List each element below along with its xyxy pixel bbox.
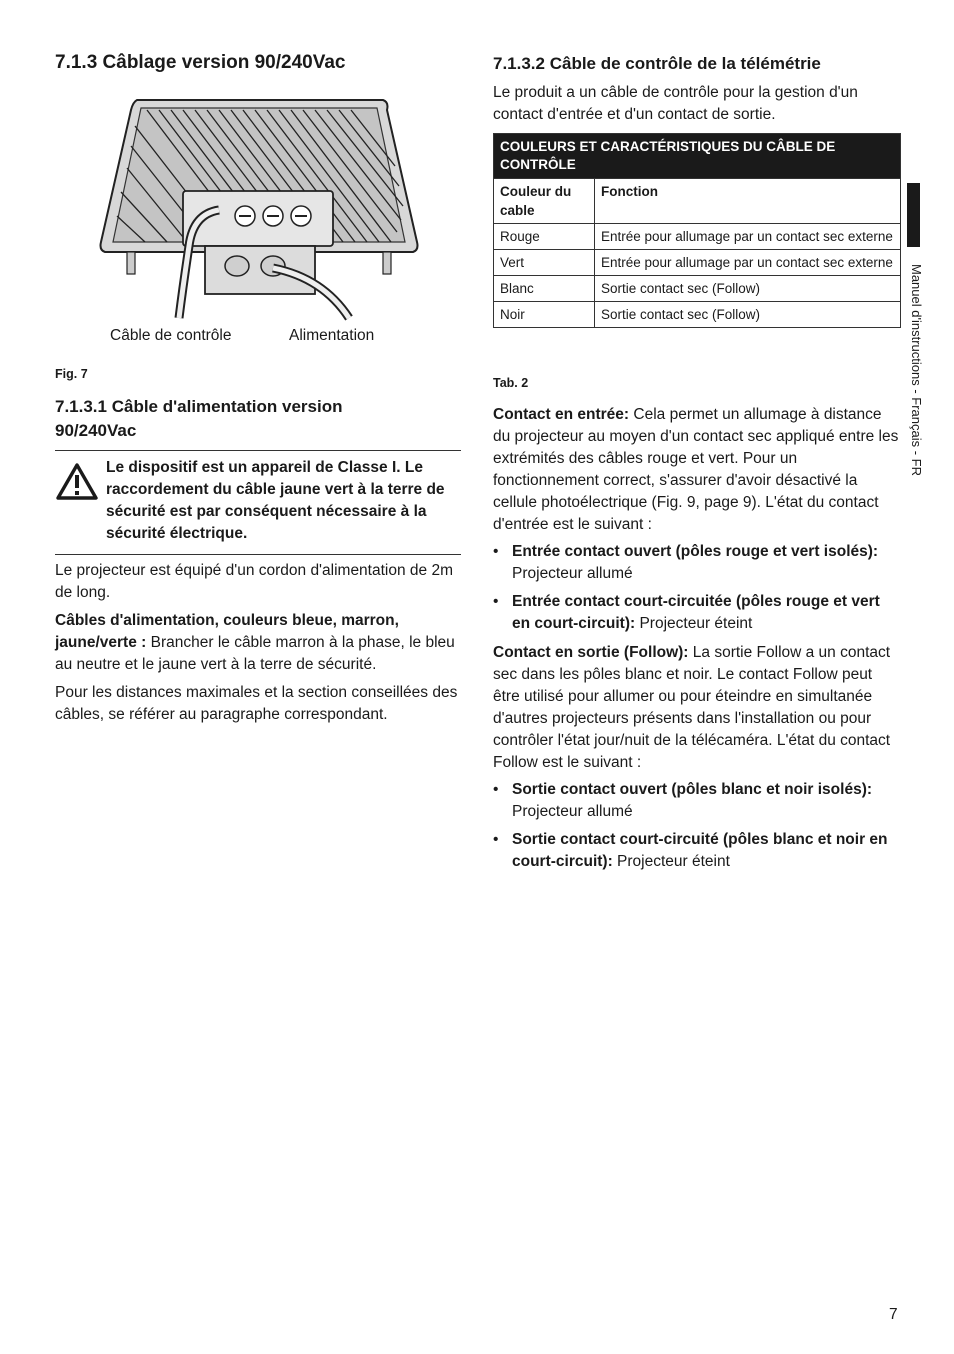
projector-wiring-illustration [97, 96, 421, 322]
input-contact-rest: Cela permet un allumage à distance du projecteur au moyen d'un contact sec appliqué entre les extrémités des câbles rouge et vert. Pour un fonctionnement correct, s'assurer d'avoir désactivé la cellule photoélectrique (Fig. 9, page 9). L'état du contact d'entrée est le suivant : [493, 406, 899, 533]
power-cord-paragraph: Le projecteur est équipé d'un cordon d'alimentation de 2m de long. [55, 562, 453, 601]
table-cell-color: Noir [494, 302, 595, 328]
table-cell-color: Rouge [494, 224, 595, 250]
figure-caption: Fig. 7 [55, 367, 88, 381]
list-item-rest: Projecteur éteint [635, 615, 753, 632]
power-cables-bold: Câbles d'alimentation, couleurs bleue, marron, jaune/verte : [55, 612, 399, 651]
list-item [493, 779, 901, 823]
list-item-bold: Sortie contact court-circuité (pôles blanc et noir en court-circuit): [512, 831, 888, 870]
table-caption: Tab. 2 [493, 376, 529, 390]
page-number: 7 [889, 1306, 898, 1323]
list-item [493, 541, 901, 585]
power-cables-paragraph [55, 610, 461, 676]
table-cell-function: Entrée pour allumage par un contact sec externe [595, 224, 901, 250]
output-contact-paragraph [493, 642, 901, 774]
cable-section-paragraph: Pour les distances maximales et la section conseillées des câbles, se référer au paragraphe correspondant. [55, 684, 458, 723]
table-cell-color: Blanc [494, 276, 595, 302]
table-row [494, 276, 901, 302]
telemetry-section-title: 7.1.3.2 Câble de contrôle de la télémétrie [493, 54, 821, 73]
table-cell-color: Vert [494, 250, 595, 276]
control-cable-table [493, 133, 901, 328]
list-item [493, 591, 901, 635]
table-header-color: Couleur du cable [494, 179, 595, 224]
subsection-title [55, 395, 461, 443]
subsection-title-line2: 90/240Vac [55, 421, 137, 440]
input-contact-list [493, 541, 901, 641]
warning-text: Le dispositif est un appareil de Classe I. Le raccordement du câble jaune vert à la terre de sécurité est par conséquent nécessaire à la sécurité électrique. [106, 459, 445, 542]
table-row [494, 224, 901, 250]
list-item-rest: Projecteur allumé [512, 565, 633, 582]
figure-label-power: Alimentation [289, 327, 375, 344]
side-tab-marker [907, 183, 920, 247]
power-cables-rest: Brancher le câble marron à la phase, le bleu au neutre et le jaune vert à la terre de sécurité. [55, 634, 455, 673]
list-item [493, 829, 901, 873]
subsection-title-line1: 7.1.3.1 Câble d'alimentation version [55, 397, 343, 416]
table-cell-function: Entrée pour allumage par un contact sec externe [595, 250, 901, 276]
warning-box [55, 450, 461, 555]
list-item-bold: Entrée contact ouvert (pôles rouge et vert isolés): [512, 543, 879, 560]
input-contact-bold: Contact en entrée: [493, 406, 630, 423]
list-item-bold: Sortie contact ouvert (pôles blanc et noir isolés): [512, 781, 873, 798]
input-contact-paragraph [493, 404, 901, 536]
output-contact-rest: La sortie Follow a un contact sec dans les pôles blanc et noir. Le contact Follow peut être utilisé pour allumer ou pour éteindre en simultanée d'autres projecteurs présents dans l'installation ou pour contrôler l'état jour/nuit de la télécaméra. L'état du contact Follow est le suivant : [493, 644, 891, 771]
table-title: COULEURS ET CARACTÉRISTIQUES DU CÂBLE DE CONTRÔLE [494, 134, 901, 179]
table-header-row [494, 179, 901, 224]
table-cell-function: Sortie contact sec (Follow) [595, 276, 901, 302]
list-item-rest: Projecteur éteint [612, 853, 730, 870]
table-title-row [494, 134, 901, 179]
warning-triangle-icon [56, 463, 98, 501]
list-item-bold: Entrée contact court-circuitée (pôles rouge et vert en court-circuit): [512, 593, 880, 632]
figure-label-control-cable: Câble de contrôle [110, 327, 232, 344]
table-header-function: Fonction [595, 179, 901, 224]
table-row [494, 250, 901, 276]
telemetry-intro: Le produit a un câble de contrôle pour la gestion d'un contact d'entrée et d'un contact de sortie. [493, 84, 858, 123]
table-row [494, 302, 901, 328]
output-contact-bold: Contact en sortie (Follow): [493, 644, 689, 661]
output-contact-list [493, 779, 901, 879]
table-cell-function: Sortie contact sec (Follow) [595, 302, 901, 328]
list-item-rest: Projecteur allumé [512, 803, 633, 820]
side-running-title: Manuel d'instructions - Français - FR [909, 264, 924, 476]
section-title: 7.1.3 Câblage version 90/240Vac [55, 52, 346, 73]
